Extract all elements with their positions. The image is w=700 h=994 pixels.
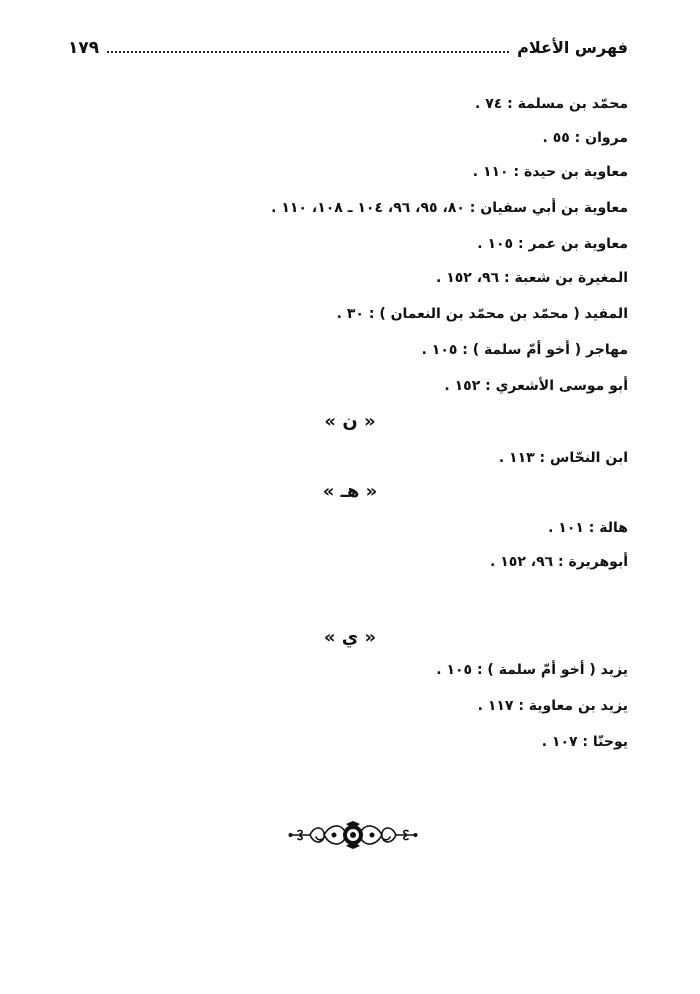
- section-heading-haa: « هـ »: [322, 481, 378, 502]
- index-entry: معاوية بن أبي سفيان : ٨٠، ٩٥، ٩٦، ١٠٤ ـ ١٠٨، ١١٠ .: [271, 200, 628, 216]
- index-entry: المغيرة بن شعبة : ٩٦، ١٥٢ .: [436, 270, 628, 286]
- index-entry: معاوية بن حيدة : ١١٠ .: [472, 164, 628, 180]
- page-header: [68, 38, 628, 66]
- leader-dots: [107, 50, 509, 53]
- index-entry: ابن النحّاس : ١١٣ .: [498, 450, 628, 466]
- index-entry: أبو موسى الأشعري : ١٥٢ .: [444, 378, 628, 394]
- section-heading-noon: « ن »: [324, 411, 376, 432]
- floral-ornament-icon: [288, 820, 418, 850]
- index-entry: يزيد ( أخو أمّ سلمة ) : ١٠٥ .: [436, 662, 628, 678]
- page-number: ١٧٩: [68, 38, 100, 58]
- index-title: فهرس الأعلام: [517, 38, 628, 57]
- index-entry: معاوية بن عمر : ١٠٥ .: [477, 236, 628, 252]
- index-entry: يزيد بن معاوية : ١١٧ .: [477, 698, 628, 714]
- index-entry: محمّد بن مسلمة : ٧٤ .: [475, 96, 628, 112]
- index-entry: مروان : ٥٥ .: [542, 130, 628, 146]
- section-heading-yaa: « ي »: [323, 627, 377, 648]
- index-entry: مهاجر ( أخو أمّ سلمة ) : ١٠٥ .: [421, 342, 628, 358]
- index-entry: المفيد ( محمّد بن محمّد بن النعمان ) : ٣٠ .: [336, 306, 628, 322]
- index-entry: يوحنّا : ١٠٧ .: [541, 734, 628, 750]
- index-entry: أبوهريرة : ٩٦، ١٥٢ .: [490, 554, 628, 570]
- index-entry: هالة : ١٠١ .: [548, 520, 628, 536]
